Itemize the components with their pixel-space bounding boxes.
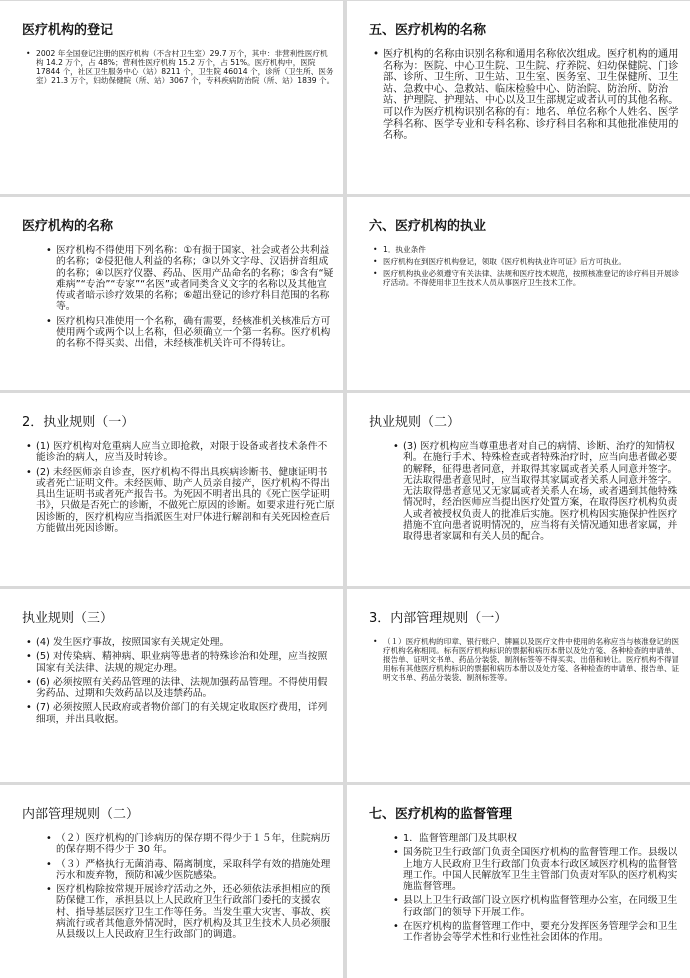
bullet-item: • 2002 年全国登记注册的医疗机构（不含村卫生室）29.7 万个，其中：非营利性医疗机构 14.2 万个，占 48%；营利性医疗机构 15.2 万个，占 51%。医疗机构中，医院 17844 个，社区卫生服务中心（站）8211 个，卫生院 46014 个，诊所（卫生所、医务室）21.3 万个，妇幼保健院（所、站）3067 个，专科疾病防治院（所、站）1839 个。 <box>26 49 335 85</box>
slide-title: 七、医疗机构的监督管理 <box>369 807 513 822</box>
bullet-item: • 在医疗机构的监督管理工作中，要充分发挥医务管理学会和卫生工作者协会等学术性和行业性社会团体的作用。 <box>393 921 682 944</box>
bullet-item: • (3) 医疗机构应当尊重患者对自己的病情、诊断、治疗的知情权利。在施行手术、特殊检查或者特殊治疗时，应当向患者做必要的解释，征得患者同意，并取得其家属或者关系人同意并签字。无法取得患者意见时，应当取得其家属或者关系人同意并签字。无法取得患者意见又无家属或者关系人在场，或者遇到其他特殊情况时，经治医师应当提出医疗处置方案，在取得医疗机构负责人或者被授权负责人的批准后实施。医疗机构因实施保护性医疗措施不宜向患者说明情况的，应当将有关情况通知患者家属，并取得患者家属和有关人员的配合。 <box>393 441 682 543</box>
slide-6[interactable] <box>347 393 690 586</box>
slide-9[interactable] <box>0 785 343 978</box>
bullet-item: • (2) 未经医师亲自诊查，医疗机构不得出具疾病诊断书、健康证明书或者死亡证明文件。未经医师、助产人员亲自接产，医疗机构不得出具出生证明书或者死产报告书。为死因不明者出具的《死亡医学证明书》，只做是否死亡的诊断，不做死亡原因的诊断。如要求进行死亡原因诊断的，医疗机构应当指派医生对尸体进行解剖和有关死因检查后方能做出死因诊断。 <box>26 467 335 535</box>
bullet-list <box>26 833 335 941</box>
bullet-list <box>26 441 335 534</box>
bullet-item: • 医疗机构执业必须遵守有关法律、法规和医疗技术规范，按照核准登记的诊疗科目开展诊疗活动。不得使用非卫生技术人员从事医疗卫生技术工作。 <box>373 269 682 287</box>
slide-1[interactable] <box>0 1 343 194</box>
slide-3[interactable] <box>0 197 343 390</box>
bullet-item: • 县以上卫生行政部门设立医疗机构监督管理办公室，在同级卫生行政部门的领导下开展工作。 <box>393 895 682 918</box>
slide-4[interactable] <box>347 197 690 390</box>
bullet-item: • （３）严格执行无菌消毒、隔离制度，采取科学有效的措施处理污水和废弃物，预防和减少医院感染。 <box>46 859 335 882</box>
slide-title: 执业规则（三） <box>22 611 114 626</box>
slide-title: 3．内部管理规则（一） <box>369 611 508 626</box>
slide-8[interactable] <box>347 589 690 782</box>
bullet-item: • 医疗机构在到医疗机构登记，领取《医疗机构执业许可证》后方可执业。 <box>373 257 682 266</box>
slide-title: 六、医疗机构的执业 <box>369 219 487 234</box>
bullet-item: • 医疗机构不得使用下列名称：①有损于国家、社会或者公共利益的名称；②侵犯他人利益的名称；③以外文字母、汉语拼音组成的名称；④以医疗仪器、药品、医用产品命名的名称；⑤含有“疑难病”“专治”“专家”“名医”或者同类含义文字的名称以及其他宣传或者暗示诊疗效果的名称；⑥超出登记的诊疗科目范围的名称等。 <box>46 245 335 313</box>
bullet-item: • 1．监督管理部门及其职权 <box>393 833 682 844</box>
bullet-item: • 1．执业条件 <box>373 245 682 254</box>
bullet-item: • (6) 必须按照有关药品管理的法律、法规加强药品管理。不得使用假劣药品、过期和失效药品以及违禁药品。 <box>26 677 335 700</box>
bullet-item: • (7) 必须按照人民政府或者物价部门的有关规定收取医疗费用，详列细项，并出具收据。 <box>26 702 335 725</box>
bullet-list <box>26 637 335 725</box>
bullet-item: • 医疗机构的名称由识别名称和通用名称依次组成。医疗机构的通用名称为：医院、中心卫生院、卫生院、疗养院、妇幼保健院、门诊部、诊所、卫生所、卫生站、卫生室、医务室、卫生保健所、卫生站、急救中心、急救站、临床检验中心、防治院、防治所、防治站、护理院、护理站、中心以及卫生部规定或者认可的其他名称。可以作为医疗机构识别名称的有：地名、单位名称个人姓名、医学学科名称、医学专业和专科名称、诊疗科目名称和其他批准使用的名称。 <box>373 49 682 142</box>
bullet-item: • 国务院卫生行政部门负责全国医疗机构的监督管理工作。县级以上地方人民政府卫生行政部门负责本行政区域医疗机构的监督管理工作。中国人民解放军卫生主管部门负责对军队的医疗机构实施监督管理。 <box>393 847 682 892</box>
slide-title: 医疗机构的名称 <box>22 219 114 234</box>
bullet-list <box>373 441 682 543</box>
bullet-list <box>373 49 682 142</box>
bullet-item: • (5) 对传染病、精神病、职业病等患者的特殊诊治和处理，应当按照国家有关法律、法规的规定办理。 <box>26 651 335 674</box>
bullet-item: • (1) 医疗机构对危重病人应当立即抢救，对限于设备或者技术条件不能诊治的病人，应当及时转诊。 <box>26 441 335 464</box>
bullet-item: • （２）医疗机构的门诊病历的保存期不得少于１５年，住院病历的保存期不得少于 30 年。 <box>46 833 335 856</box>
bullet-list <box>26 49 335 85</box>
slide-5[interactable] <box>0 393 343 586</box>
slide-7[interactable] <box>0 589 343 782</box>
slide-2[interactable] <box>347 1 690 194</box>
slide-10[interactable] <box>347 785 690 978</box>
bullet-item: • 医疗机构除按常规开展诊疗活动之外，还必须依法承担相应的预防保健工作，承担县以上人民政府卫生行政部门委托的支援农村、指导基层医疗卫生工作等任务。当发生重大灾害、事故、疾病流行或者其他意外情况时，医疗机构及其卫生技术人员必须服从县级以上人民政府卫生行政部门的调遣。 <box>46 884 335 940</box>
bullet-list <box>373 245 682 287</box>
bullet-list <box>26 245 335 350</box>
bullet-item: • （１）医疗机构的印章、银行账户、牌匾以及医疗文件中使用的名称应当与核准登记的医疗机构名称相同。标有医疗机构标识的票据和病历本册以及处方笺、各种检查的申请单、报告单、证明文书单、药品分装袋、制剂标签等不得买卖、出借和转让。医疗机构不得冒用标有其他医疗机构标识的票据和病历本册以及处方笺、各种检查的申请单、报告单、证明文书单、药品分装袋、制剂标签等。 <box>373 637 682 682</box>
slide-title: 五、医疗机构的名称 <box>369 23 487 38</box>
bullet-item: • (4) 发生医疗事故，按照国家有关规定处理。 <box>26 637 335 648</box>
slide-title: 执业规则（二） <box>369 415 461 430</box>
slide-title: 医疗机构的登记 <box>22 23 114 38</box>
bullet-list <box>373 637 682 682</box>
bullet-item: • 医疗机构只准使用一个名称，确有需要，经核准机关核准后方可使用两个或两个以上名称，但必须确立一个第一名称。医疗机构的名称不得买卖、出借，未经核准机关许可不得转让。 <box>46 316 335 350</box>
slide-title: 内部管理规则（二） <box>22 807 140 822</box>
bullet-list <box>373 833 682 944</box>
slide-title: 2．执业规则（一） <box>22 415 135 430</box>
